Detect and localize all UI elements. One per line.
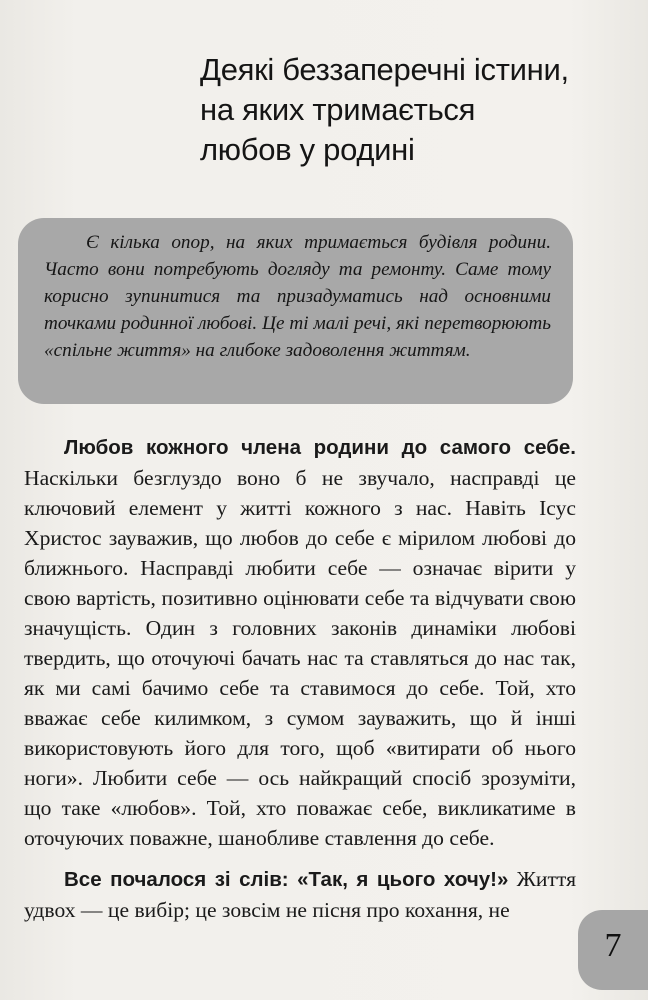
page-number-tab xyxy=(578,910,648,990)
chapter-title-line-2: на яких тримається xyxy=(200,92,476,127)
paragraph-choice xyxy=(24,864,576,925)
paragraph-self-love xyxy=(24,432,576,853)
body-text xyxy=(24,432,576,936)
paragraph-choice-heading: Все почалося зі слів: «Так, я цього хочу!» xyxy=(64,868,509,891)
chapter-title-line-1: Деякі беззаперечні істини, xyxy=(200,52,569,87)
paragraph-self-love-text: Наскільки безглуздо воно б не звучало, насправді це ключовий елемент у житті кожного з нас. Навіть Ісус Христос зауважив, що любов до себе є мірилом любові до ближнього. Насправді любити себе — означає вірити у свою вартість, позитивно оцінювати себе та відчувати свою значущість. Один з головних законів динаміки любові твердить, що оточуючі бачать нас та ставляться до нас так, як ми самі бачимо себе та ставимося до себе. Той, хто вважає себе килимком, з сумом зауважить, що й інші використовують його для того, щоб «витирати об нього ноги». Любити себе — ось найкращий спосіб зрозуміти, що таке «любов». Той, хто поважає себе, викликатиме в оточуючих поважне, шанобливе ставлення до себе. xyxy=(24,466,576,850)
intro-text: Є кілька опор, на яких тримається будівля родини. Часто вони потребують догляду та ремонту. Саме тому корисно зупинитися та призадуматись над основними точками родинної любові. Це ті малі речі, які перетворюють «спільне життя» на глибоке задоволення життям. xyxy=(44,232,551,361)
intro-callout-box xyxy=(18,218,573,404)
page-number: 7 xyxy=(604,927,622,964)
chapter-title-line-3: любов у родині xyxy=(200,132,415,167)
chapter-title xyxy=(200,50,620,170)
paragraph-choice-text: Життя удвох — це вибір; це зовсім не пісня про кохання, не xyxy=(24,867,576,922)
paragraph-self-love-heading: Любов кожного члена родини до самого себе. xyxy=(64,436,576,459)
